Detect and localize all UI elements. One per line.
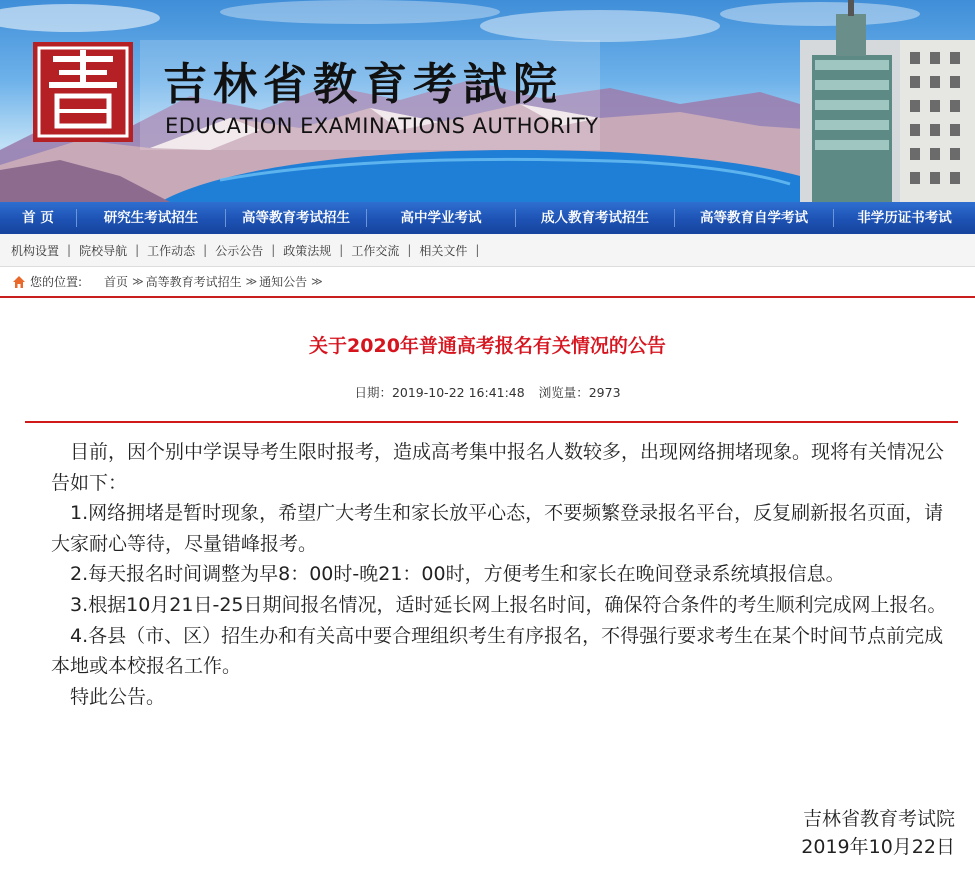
nav-high-school-exam[interactable]: 高中学业考试	[400, 210, 482, 226]
article-title: 关于2020年普通高考报名有关情况的公告	[309, 335, 666, 357]
nav-self-study-exam[interactable]: 高等教育自学考试	[700, 210, 808, 226]
site-title: 吉林省教育考試院	[163, 59, 563, 110]
signature-date: 2019年10月22日	[801, 836, 955, 858]
subnav-exchange[interactable]: 工作交流	[351, 243, 400, 258]
seal-logo[interactable]	[33, 42, 133, 142]
nav-home[interactable]: 首 页	[22, 210, 54, 226]
signature-org: 吉林省教育考试院	[802, 808, 955, 830]
nav-higher-education[interactable]: 高等教育考试招生	[242, 210, 350, 226]
subnav-divider: |	[203, 243, 208, 257]
breadcrumb-separator: ≫	[132, 275, 142, 288]
subnav-divider: |	[339, 243, 344, 257]
nav-certificate-exam[interactable]: 非学历证书考试	[857, 210, 952, 226]
article-views: 浏览量：2973	[538, 385, 621, 400]
breadcrumb-label: 您的位置:	[30, 275, 83, 289]
article-signature	[801, 805, 955, 861]
site-subtitle: EDUCATION EXAMINATIONS AUTHORITY	[165, 114, 599, 138]
subnav-divider: |	[475, 243, 480, 257]
subnav-divider: |	[67, 243, 72, 257]
article-body	[51, 437, 957, 712]
main-nav	[0, 202, 975, 234]
subnav-documents[interactable]: 相关文件	[419, 243, 468, 258]
article-paragraph: 特此公告。	[70, 685, 166, 708]
seal-logo-icon	[33, 42, 133, 142]
article-paragraph: 3.根据10月21日-25日期间报名情况，适时延长网上报名时间，确保符合条件的考生顺利完成网上报名。	[70, 593, 947, 616]
subnav-policies[interactable]: 政策法规	[283, 243, 332, 258]
article-paragraph: 1.网络拥堵是暂时现象，希望广大考生和家长放平心态，不要频繁登录报名平台，反复刷新报名页面，请大家耐心等待，尽量错峰报考。	[51, 502, 944, 555]
site-banner	[0, 0, 975, 202]
subnav-schools[interactable]: 院校导航	[79, 243, 128, 258]
nav-postgraduate[interactable]: 研究生考试招生	[103, 210, 199, 226]
subnav-announcements[interactable]: 公示公告	[215, 243, 264, 258]
subnav-organization[interactable]: 机构设置	[11, 243, 60, 258]
article-divider	[25, 421, 958, 423]
breadcrumb-higher-education[interactable]: 高等教育考试招生	[145, 275, 242, 289]
article-paragraph: 4.各县（市、区）招生办和有关高中要合理组织考生有序报名，不得强行要求考生在某个时间节点前完成本地或本校报名工作。	[51, 624, 944, 678]
subnav-work-news[interactable]: 工作动态	[147, 243, 196, 258]
article-meta	[0, 383, 975, 401]
sub-nav	[0, 234, 975, 267]
article-date: 日期：2019-10-22 16:41:48	[354, 385, 525, 400]
breadcrumb-home[interactable]: 首页	[104, 275, 129, 289]
subnav-divider: |	[407, 243, 412, 257]
breadcrumb-separator: ≫	[245, 275, 256, 288]
breadcrumb-separator: ≫	[311, 275, 321, 288]
breadcrumb-notices[interactable]: 通知公告	[259, 275, 308, 289]
nav-adult-education[interactable]: 成人教育考试招生	[541, 210, 649, 226]
breadcrumb	[0, 267, 975, 298]
article-paragraph: 目前，因个别中学误导考生限时报考，造成高考集中报名人数较多，出现网络拥堵现象。现将有关情况公告如下：	[51, 441, 945, 494]
article-paragraph: 2.每天报名时间调整为早8：00时-晚21：00时，方便考生和家长在晚间登录系统填报信息。	[70, 563, 845, 586]
subnav-divider: |	[135, 243, 140, 257]
subnav-divider: |	[271, 243, 276, 257]
home-icon	[12, 275, 26, 289]
